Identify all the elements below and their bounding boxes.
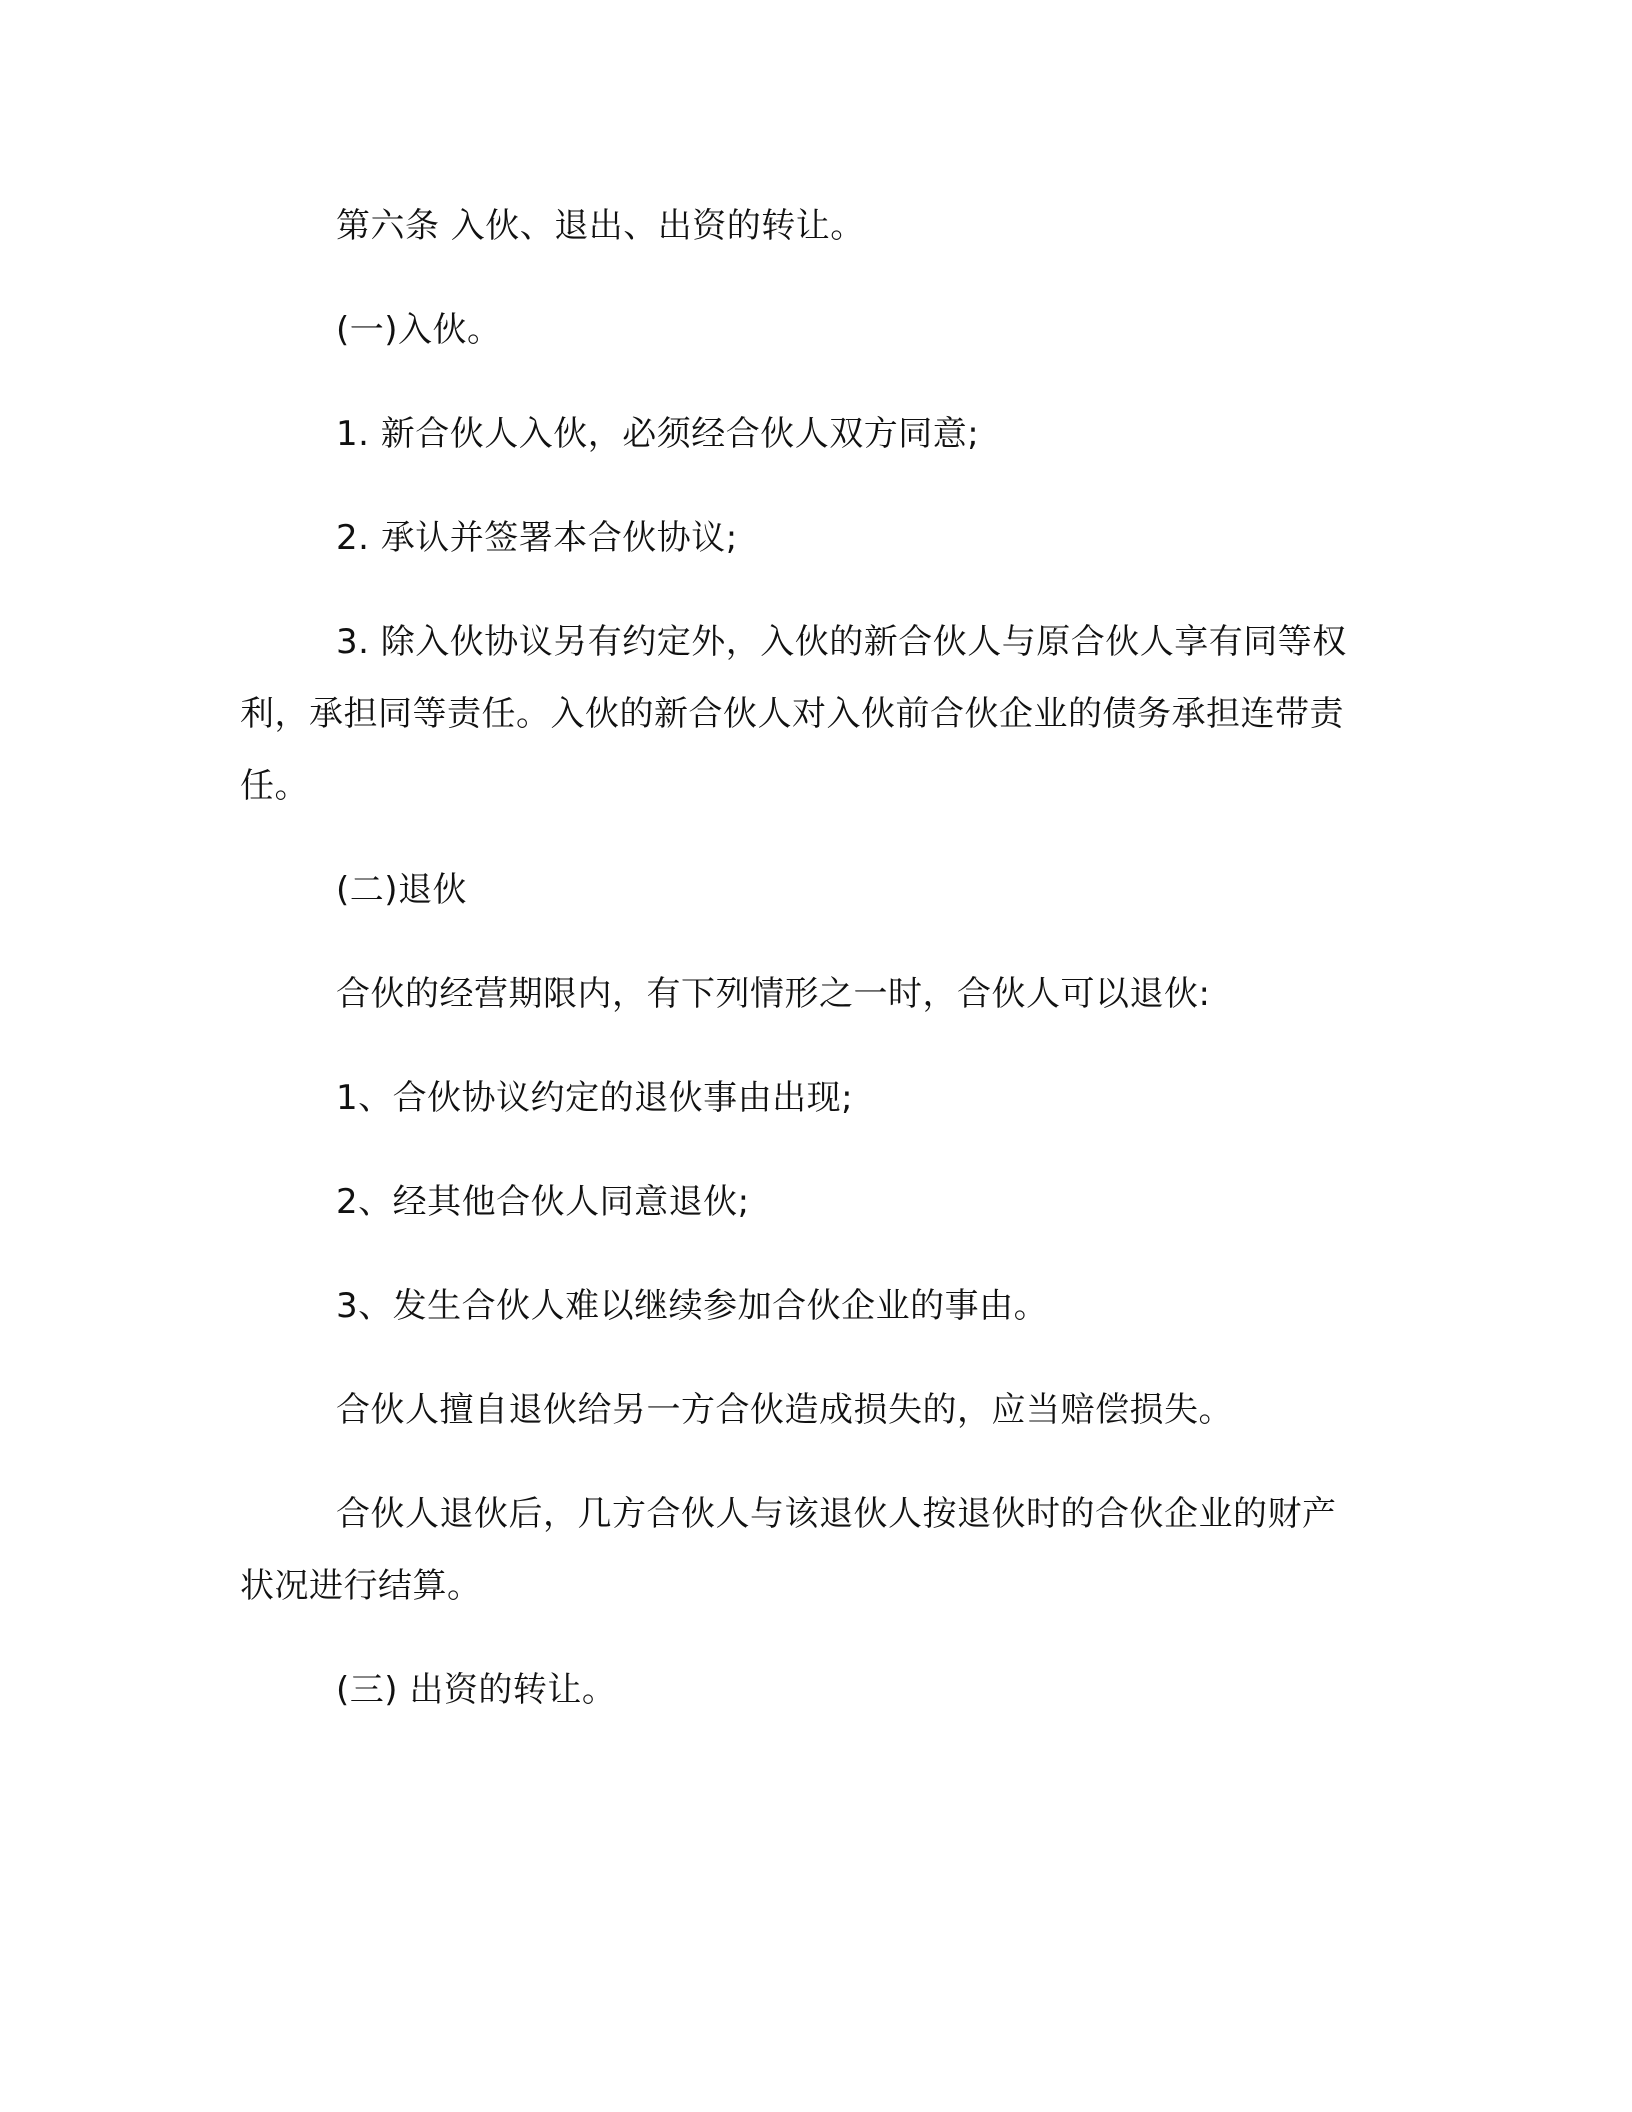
withdrawal-intro: 合伙的经营期限内，有下列情形之一时，合伙人可以退伙: (336, 974, 1211, 1014)
section-heading-withdrawal: (二)退伙 (336, 870, 468, 910)
joining-item-1: 1. 新合伙人入伙，必须经合伙人双方同意; (336, 414, 980, 454)
joining-item-3: 3. 除入伙协议另有约定外，入伙的新合伙人与原合伙人享有同等权利，承担同等责任。入伙的新合伙人对入伙前合伙企业的债务承担连带责任。 (240, 622, 1347, 806)
article-heading: 第六条 入伙、退出、出资的转让。 (336, 206, 865, 246)
withdrawal-item-2: 2、经其他合伙人同意退伙; (336, 1182, 750, 1222)
document-body (240, 190, 1370, 1726)
withdrawal-item-1: 1、合伙协议约定的退伙事由出现; (336, 1078, 854, 1118)
withdrawal-compensation: 合伙人擅自退伙给另一方合伙造成损失的，应当赔偿损失。 (336, 1390, 1233, 1430)
section-heading-transfer: (三) 出资的转让。 (336, 1670, 617, 1710)
joining-item-2: 2. 承认并签署本合伙协议; (336, 518, 738, 558)
withdrawal-settlement: 合伙人退伙后，几方合伙人与该退伙人按退伙时的合伙企业的财产状况进行结算。 (240, 1494, 1337, 1606)
withdrawal-item-3: 3、发生合伙人难以继续参加合伙企业的事由。 (336, 1286, 1049, 1326)
section-heading-joining: (一)入伙。 (336, 310, 502, 350)
